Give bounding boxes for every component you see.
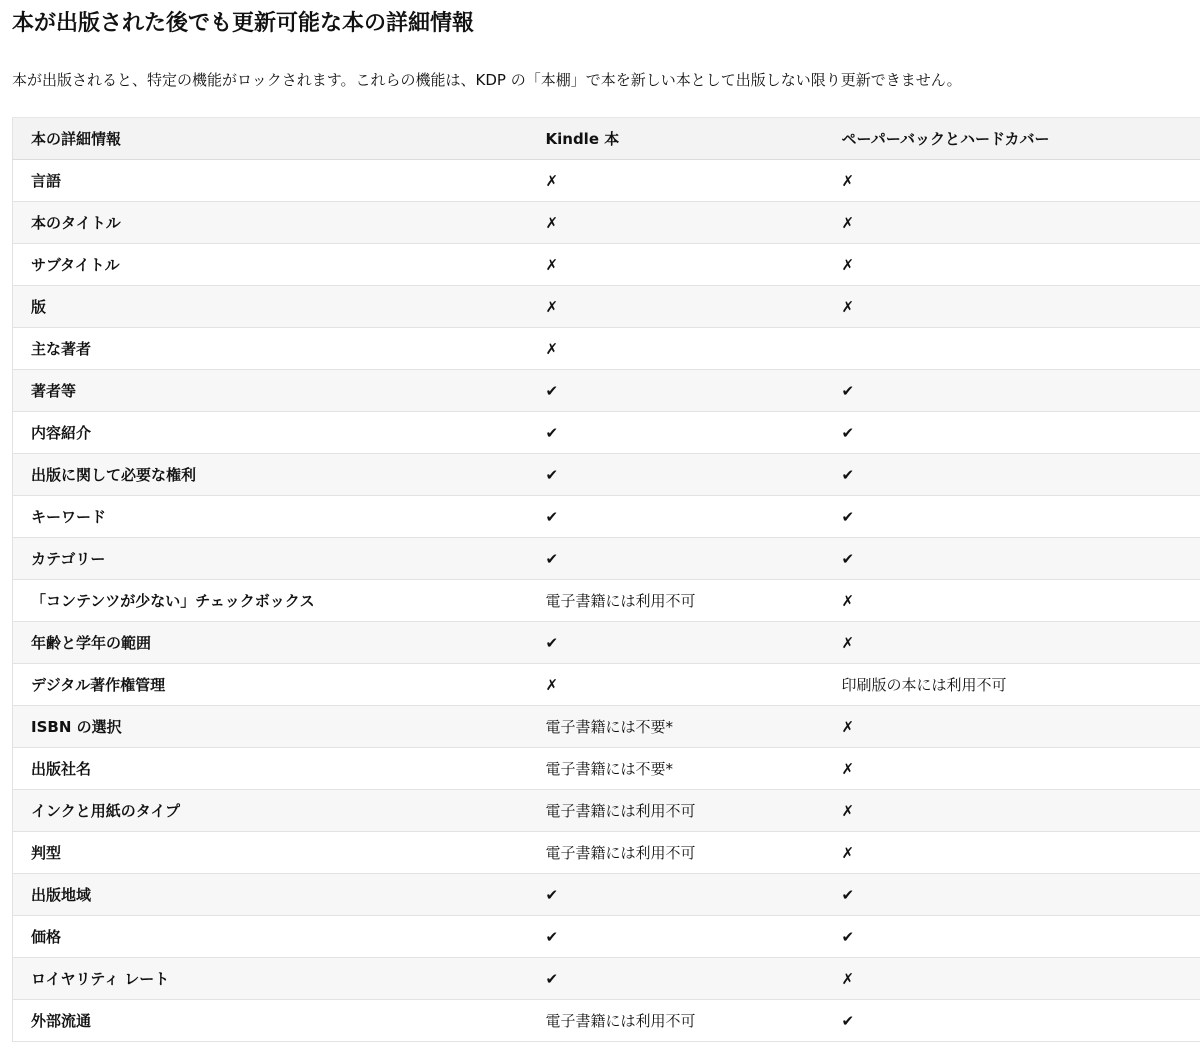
kindle-value: 電子書籍には不要*: [528, 748, 824, 790]
row-label: 判型: [13, 832, 528, 874]
table-row: [13, 370, 1200, 412]
kindle-value: ✗: [528, 664, 824, 706]
table-row: [13, 916, 1200, 958]
table-row: [13, 1000, 1200, 1042]
print-value: [824, 328, 1200, 370]
print-value: ✗: [824, 244, 1200, 286]
kindle-value: ✔: [528, 874, 824, 916]
table-row: [13, 412, 1200, 454]
print-value: ✔: [824, 370, 1200, 412]
table-row: [13, 748, 1200, 790]
table-row: [13, 874, 1200, 916]
table-row: [13, 454, 1200, 496]
print-value: ✗: [824, 580, 1200, 622]
print-value: ✔: [824, 1000, 1200, 1042]
row-label: 年齢と学年の範囲: [13, 622, 528, 664]
row-label: 価格: [13, 916, 528, 958]
kindle-value: ✗: [528, 286, 824, 328]
row-label: 出版社名: [13, 748, 528, 790]
print-value: ✗: [824, 286, 1200, 328]
row-label: インクと用紙のタイプ: [13, 790, 528, 832]
kindle-value: 電子書籍には利用不可: [528, 832, 824, 874]
table-row: [13, 580, 1200, 622]
header-row: [13, 118, 1200, 160]
kindle-value: ✗: [528, 160, 824, 202]
table-row: [13, 328, 1200, 370]
table-row: [13, 202, 1200, 244]
row-label: 出版に関して必要な権利: [13, 454, 528, 496]
row-label: カテゴリー: [13, 538, 528, 580]
row-label: 版: [13, 286, 528, 328]
page-title: 本が出版された後でも更新可能な本の詳細情報: [12, 11, 475, 36]
kindle-value: ✔: [528, 370, 824, 412]
row-label: キーワード: [13, 496, 528, 538]
kindle-value: 電子書籍には利用不可: [528, 790, 824, 832]
details-table-container: [12, 117, 1200, 1042]
table-row: [13, 790, 1200, 832]
row-label: 外部流通: [13, 1000, 528, 1042]
kindle-value: ✔: [528, 958, 824, 1000]
print-value: ✔: [824, 874, 1200, 916]
header-detail: 本の詳細情報: [13, 118, 528, 160]
row-label: ロイヤリティ レート: [13, 958, 528, 1000]
table-row: [13, 244, 1200, 286]
print-value: 印刷版の本には利用不可: [824, 664, 1200, 706]
kindle-value: 電子書籍には利用不可: [528, 1000, 824, 1042]
row-label: 本のタイトル: [13, 202, 528, 244]
table-row: [13, 706, 1200, 748]
kindle-value: ✔: [528, 916, 824, 958]
row-label: 言語: [13, 160, 528, 202]
details-table: [12, 117, 1200, 1042]
row-label: 主な著者: [13, 328, 528, 370]
print-value: ✗: [824, 160, 1200, 202]
kindle-value: ✔: [528, 538, 824, 580]
print-value: ✗: [824, 202, 1200, 244]
header-kindle: Kindle 本: [528, 118, 824, 160]
kindle-value: ✗: [528, 244, 824, 286]
print-value: ✔: [824, 916, 1200, 958]
print-value: ✗: [824, 748, 1200, 790]
kindle-value: ✗: [528, 328, 824, 370]
print-value: ✔: [824, 496, 1200, 538]
kindle-value: 電子書籍には利用不可: [528, 580, 824, 622]
table-row: [13, 286, 1200, 328]
print-value: ✗: [824, 622, 1200, 664]
kindle-value: ✗: [528, 202, 824, 244]
kindle-value: ✔: [528, 496, 824, 538]
table-row: [13, 958, 1200, 1000]
table-row: [13, 538, 1200, 580]
kindle-value: ✔: [528, 454, 824, 496]
row-label: サブタイトル: [13, 244, 528, 286]
table-row: [13, 160, 1200, 202]
print-value: ✗: [824, 958, 1200, 1000]
row-label: 著者等: [13, 370, 528, 412]
row-label: 内容紹介: [13, 412, 528, 454]
table-header: [13, 118, 1200, 160]
kindle-value: 電子書籍には不要*: [528, 706, 824, 748]
table-row: [13, 622, 1200, 664]
table-body: [13, 160, 1200, 1042]
print-value: ✔: [824, 454, 1200, 496]
row-label: 出版地域: [13, 874, 528, 916]
print-value: ✗: [824, 832, 1200, 874]
print-value: ✔: [824, 538, 1200, 580]
print-value: ✗: [824, 790, 1200, 832]
row-label: ISBN の選択: [13, 706, 528, 748]
kindle-value: ✔: [528, 622, 824, 664]
table-row: [13, 664, 1200, 706]
print-value: ✗: [824, 706, 1200, 748]
row-label: 「コンテンツが少ない」チェックボックス: [13, 580, 528, 622]
table-row: [13, 832, 1200, 874]
table-row: [13, 496, 1200, 538]
print-value: ✔: [824, 412, 1200, 454]
kindle-value: ✔: [528, 412, 824, 454]
header-print: ペーパーバックとハードカバー: [824, 118, 1200, 160]
intro-text: 本が出版されると、特定の機能がロックされます。これらの機能は、KDP の「本棚」で本を新しい本として出版しない限り更新できません。: [12, 71, 962, 89]
row-label: デジタル著作権管理: [13, 664, 528, 706]
